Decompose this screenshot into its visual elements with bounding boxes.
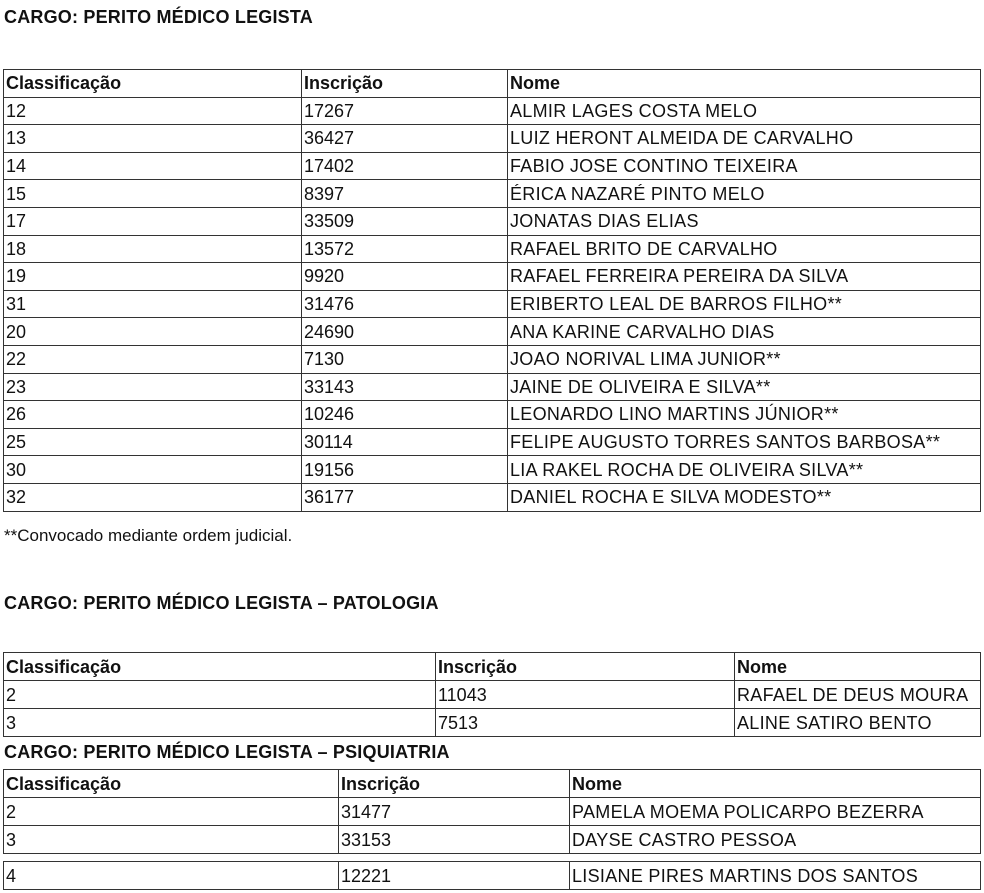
cell-classificacao: 3: [4, 709, 436, 737]
table-body: [4, 862, 981, 890]
cell-classificacao: 14: [4, 152, 302, 180]
cell-inscricao: 31476: [302, 290, 508, 318]
cell-classificacao: 12: [4, 97, 302, 125]
table-row: [4, 345, 981, 373]
cell-nome: LIA RAKEL ROCHA DE OLIVEIRA SILVA**: [508, 456, 981, 484]
cell-classificacao: 2: [4, 798, 339, 826]
column-header-classificacao: Classificação: [4, 653, 436, 681]
cell-classificacao: 17: [4, 207, 302, 235]
table-row: [4, 428, 981, 456]
column-header-inscricao: Inscrição: [302, 70, 508, 98]
results-table-psiquiatria: [3, 769, 981, 854]
cell-inscricao: 12221: [339, 862, 570, 890]
section-heading-patologia: CARGO: PERITO MÉDICO LEGISTA – PATOLOGIA: [4, 593, 439, 613]
table-row: [4, 456, 981, 484]
cell-inscricao: 36177: [302, 483, 508, 511]
cell-inscricao: 30114: [302, 428, 508, 456]
table-row: [4, 235, 981, 263]
table-row: [4, 709, 981, 737]
cell-nome: ALMIR LAGES COSTA MELO: [508, 97, 981, 125]
cell-nome: DANIEL ROCHA E SILVA MODESTO**: [508, 483, 981, 511]
cell-nome: ÉRICA NAZARÉ PINTO MELO: [508, 180, 981, 208]
cell-classificacao: 13: [4, 125, 302, 153]
cell-nome: FABIO JOSE CONTINO TEIXEIRA: [508, 152, 981, 180]
cell-inscricao: 19156: [302, 456, 508, 484]
cell-inscricao: 33153: [339, 826, 570, 854]
section-heading-psiquiatria: CARGO: PERITO MÉDICO LEGISTA – PSIQUIATRIA: [4, 742, 450, 762]
column-header-classificacao: Classificação: [4, 70, 302, 98]
cell-inscricao: 8397: [302, 180, 508, 208]
table-row: [4, 180, 981, 208]
cell-inscricao: 33509: [302, 207, 508, 235]
cell-classificacao: 18: [4, 235, 302, 263]
cell-nome: RAFAEL DE DEUS MOURA: [735, 681, 981, 709]
results-table-patologia: [3, 652, 981, 737]
column-header-nome: Nome: [735, 653, 981, 681]
column-header-nome: Nome: [508, 70, 981, 98]
table-row: [4, 318, 981, 346]
cell-nome: LISIANE PIRES MARTINS DOS SANTOS: [570, 862, 981, 890]
cell-classificacao: 4: [4, 862, 339, 890]
table-row: [4, 125, 981, 153]
cell-inscricao: 33143: [302, 373, 508, 401]
table-row: [4, 681, 981, 709]
table-body: [4, 798, 981, 854]
cell-nome: JAINE DE OLIVEIRA E SILVA**: [508, 373, 981, 401]
table-header-row: [4, 653, 981, 681]
cell-classificacao: 31: [4, 290, 302, 318]
table-header-row: [4, 70, 981, 98]
cell-nome: RAFAEL BRITO DE CARVALHO: [508, 235, 981, 263]
cell-inscricao: 9920: [302, 263, 508, 291]
cell-nome: ERIBERTO LEAL DE BARROS FILHO**: [508, 290, 981, 318]
cell-nome: JONATAS DIAS ELIAS: [508, 207, 981, 235]
cell-nome: FELIPE AUGUSTO TORRES SANTOS BARBOSA**: [508, 428, 981, 456]
cell-classificacao: 32: [4, 483, 302, 511]
cell-inscricao: 7130: [302, 345, 508, 373]
cell-nome: ALINE SATIRO BENTO: [735, 709, 981, 737]
cell-nome: ANA KARINE CARVALHO DIAS: [508, 318, 981, 346]
cell-classificacao: 23: [4, 373, 302, 401]
results-table-legista: [3, 69, 981, 512]
cell-inscricao: 36427: [302, 125, 508, 153]
table-row: [4, 152, 981, 180]
results-table-psiquiatria-continued: [3, 861, 981, 890]
table-row: [4, 798, 981, 826]
table-header-row: [4, 770, 981, 798]
cell-inscricao: 17267: [302, 97, 508, 125]
cell-nome: LEONARDO LINO MARTINS JÚNIOR**: [508, 401, 981, 429]
cell-classificacao: 25: [4, 428, 302, 456]
cell-inscricao: 17402: [302, 152, 508, 180]
cell-classificacao: 22: [4, 345, 302, 373]
table-body: [4, 681, 981, 737]
cell-classificacao: 20: [4, 318, 302, 346]
table-row: [4, 373, 981, 401]
cell-inscricao: 10246: [302, 401, 508, 429]
cell-classificacao: 26: [4, 401, 302, 429]
column-header-nome: Nome: [570, 770, 981, 798]
cell-nome: RAFAEL FERREIRA PEREIRA DA SILVA: [508, 263, 981, 291]
table-row: [4, 483, 981, 511]
column-header-inscricao: Inscrição: [339, 770, 570, 798]
cell-inscricao: 24690: [302, 318, 508, 346]
table-row: [4, 862, 981, 890]
section-heading-legista: CARGO: PERITO MÉDICO LEGISTA: [4, 7, 313, 27]
cell-classificacao: 15: [4, 180, 302, 208]
cell-inscricao: 7513: [436, 709, 735, 737]
cell-classificacao: 30: [4, 456, 302, 484]
table-row: [4, 97, 981, 125]
footnote-judicial-order: **Convocado mediante ordem judicial.: [4, 526, 293, 545]
table-body: [4, 97, 981, 511]
cell-inscricao: 13572: [302, 235, 508, 263]
cell-classificacao: 3: [4, 826, 339, 854]
table-row: [4, 826, 981, 854]
cell-inscricao: 11043: [436, 681, 735, 709]
cell-nome: PAMELA MOEMA POLICARPO BEZERRA: [570, 798, 981, 826]
cell-classificacao: 19: [4, 263, 302, 291]
table-row: [4, 263, 981, 291]
table-row: [4, 401, 981, 429]
cell-nome: DAYSE CASTRO PESSOA: [570, 826, 981, 854]
column-header-classificacao: Classificação: [4, 770, 339, 798]
cell-inscricao: 31477: [339, 798, 570, 826]
cell-classificacao: 2: [4, 681, 436, 709]
table-row: [4, 207, 981, 235]
table-row: [4, 290, 981, 318]
cell-nome: JOAO NORIVAL LIMA JUNIOR**: [508, 345, 981, 373]
cell-nome: LUIZ HERONT ALMEIDA DE CARVALHO: [508, 125, 981, 153]
column-header-inscricao: Inscrição: [436, 653, 735, 681]
